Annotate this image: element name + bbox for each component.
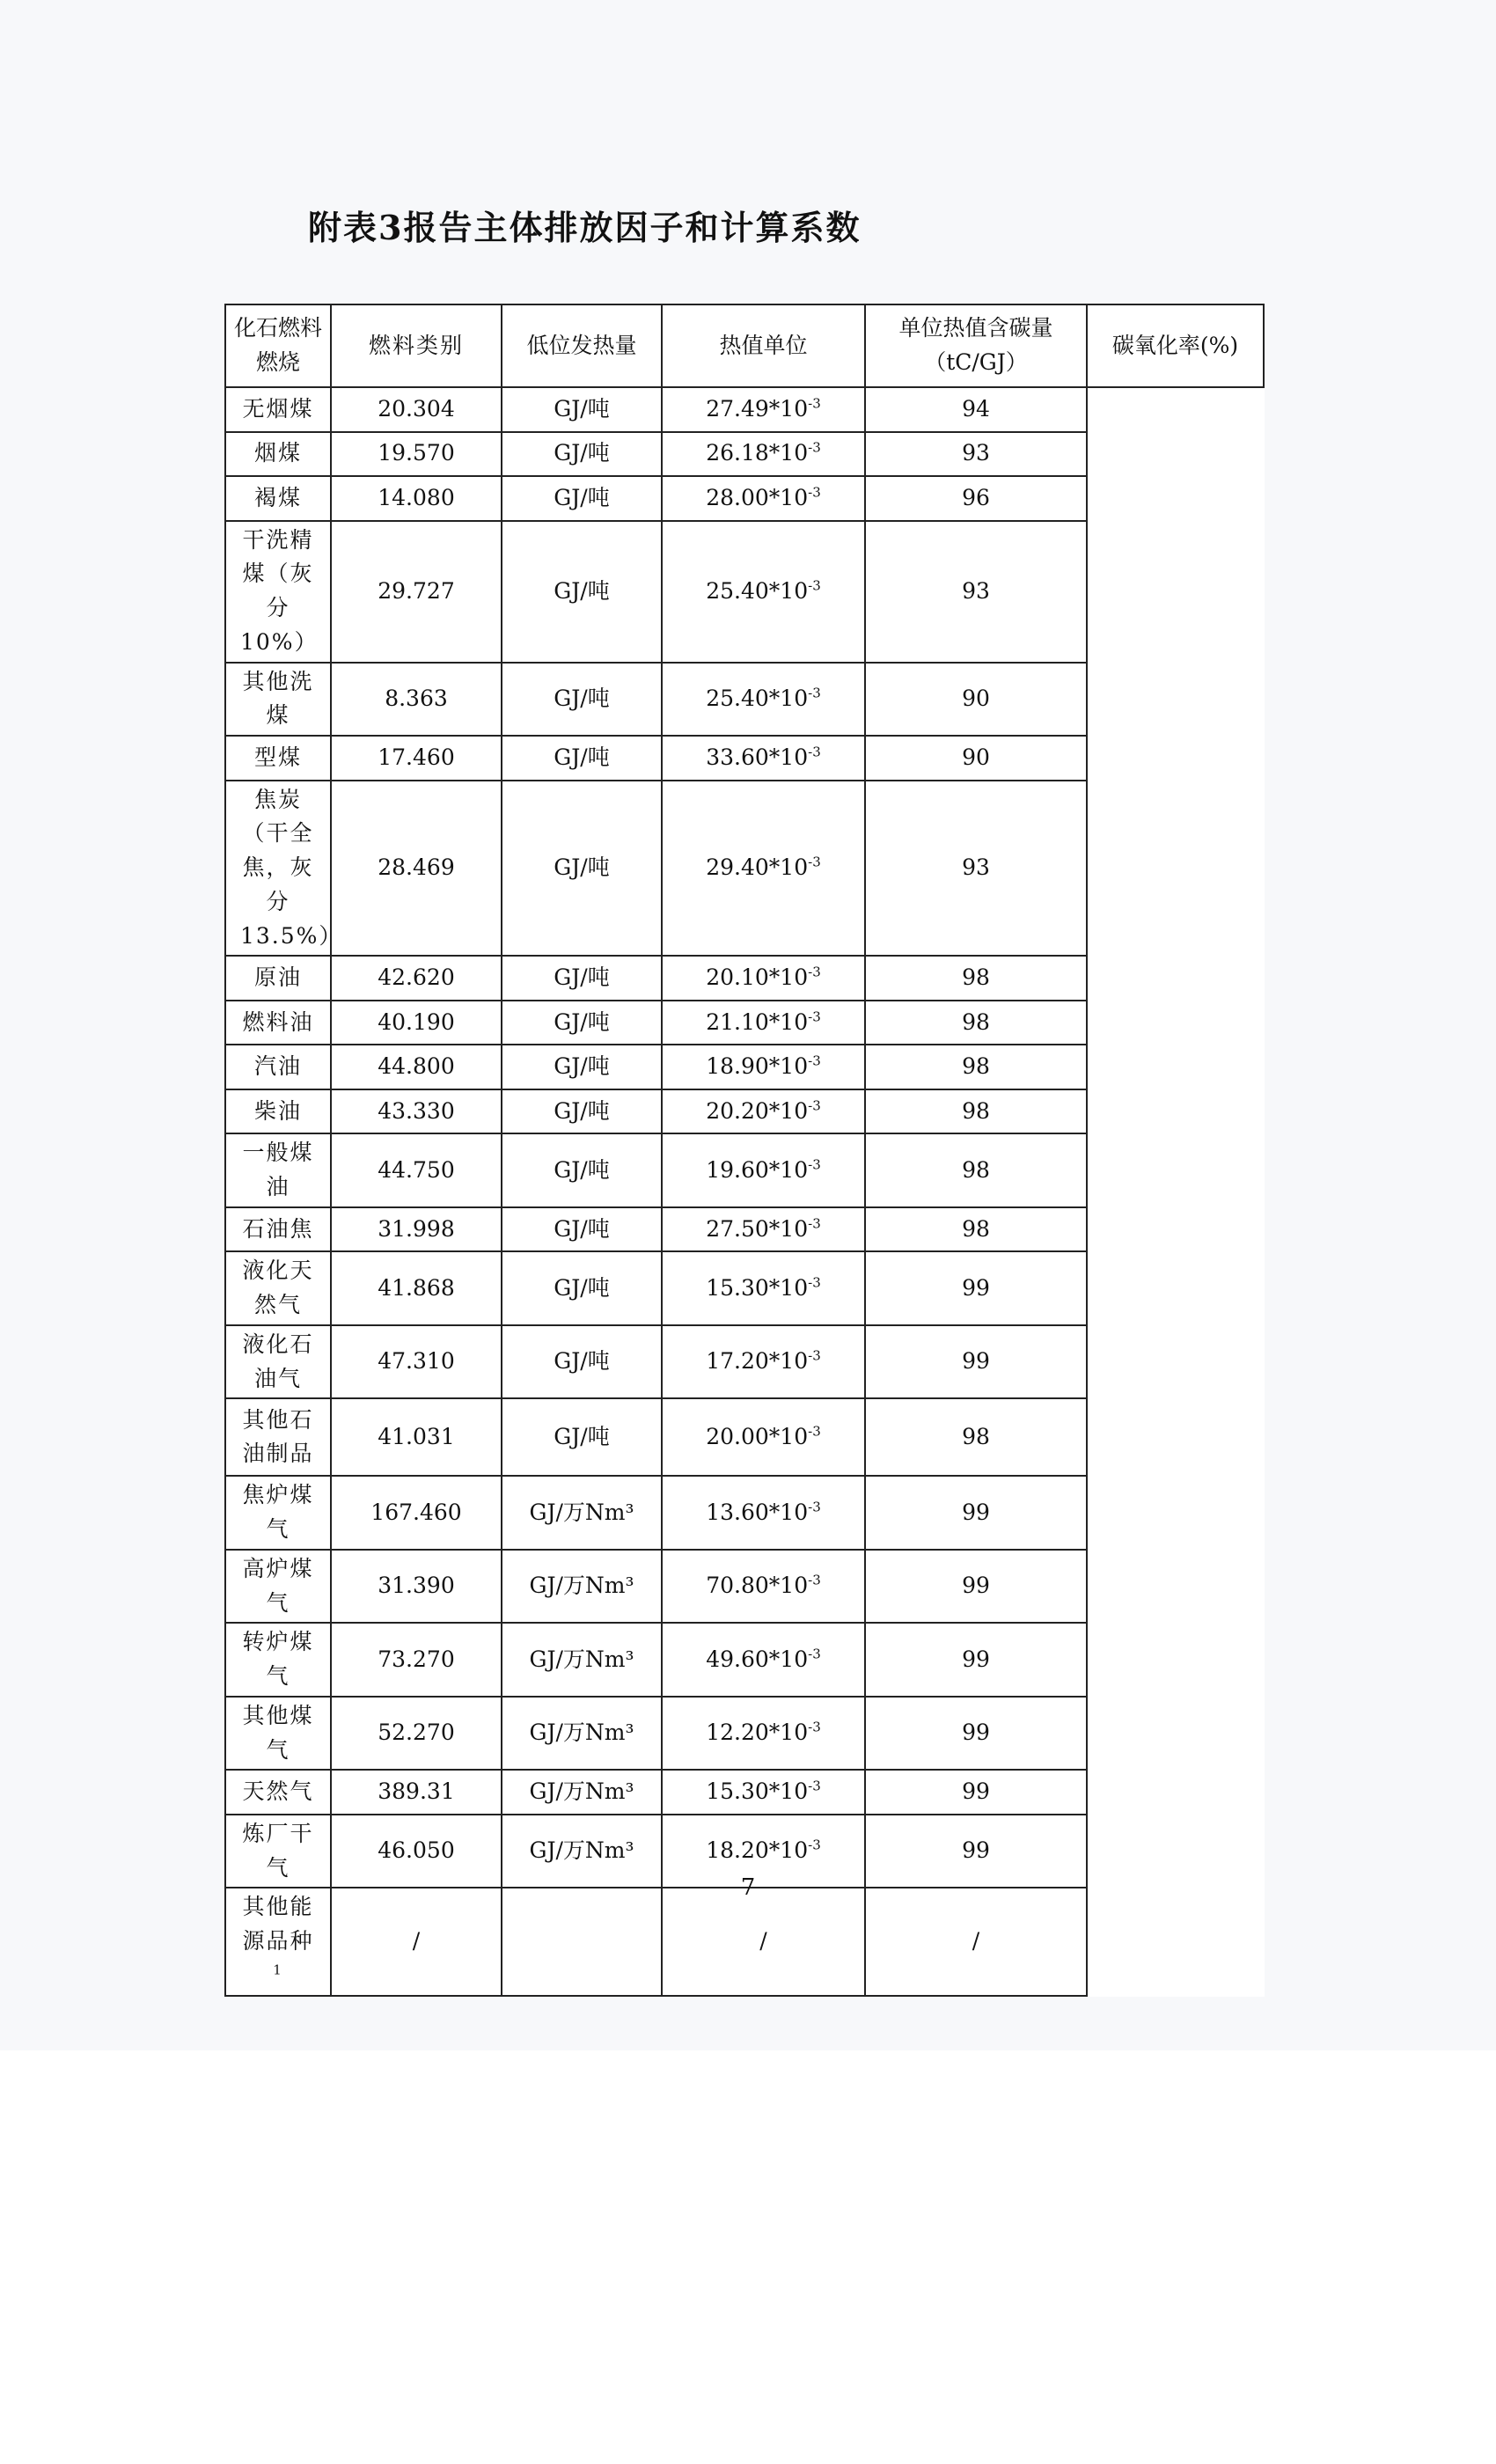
carbon-content-value: 17.20*10 [706, 1348, 809, 1375]
exponent: -3 [808, 1423, 821, 1440]
fuel-name: 液化石油气 [225, 1325, 331, 1399]
ncv-value: 20.304 [331, 387, 502, 432]
oxidation-rate: 98 [865, 1045, 1087, 1089]
table-row [225, 1001, 1264, 1045]
carbon-content-value: 20.00*10 [706, 1423, 809, 1449]
exponent: -3 [808, 1837, 821, 1853]
unit-value: GJ/吨 [502, 663, 662, 737]
carbon-content-value: 70.80*10 [706, 1573, 809, 1599]
fuel-name: 褐煤 [225, 476, 331, 521]
carbon-content-cell [662, 663, 865, 737]
ncv-value: 41.868 [331, 1251, 502, 1325]
ncv-value: 44.800 [331, 1045, 502, 1089]
fuel-name: 液化天然气 [225, 1251, 331, 1325]
oxidation-rate: 99 [865, 1697, 1087, 1771]
ncv-value: 28.469 [331, 781, 502, 957]
fuel-name: 干洗精煤（灰分10%） [225, 521, 331, 663]
ncv-value: 17.460 [331, 736, 502, 781]
unit-value: GJ/吨 [502, 736, 662, 781]
ncv-value: 389.31 [331, 1770, 502, 1815]
ncv-value: 43.330 [331, 1089, 502, 1134]
carbon-content-cell [662, 1133, 865, 1207]
unit-value: GJ/吨 [502, 432, 662, 477]
oxidation-rate: 98 [865, 1398, 1087, 1476]
carbon-content-value: 25.40*10 [706, 577, 809, 604]
carbon-content-cell [662, 1045, 865, 1089]
carbon-content-value: 27.50*10 [706, 1215, 809, 1242]
oxidation-rate: 98 [865, 1207, 1087, 1252]
carbon-content-value: 18.90*10 [706, 1053, 809, 1080]
carbon-content-value: 15.30*10 [706, 1274, 809, 1301]
fuel-name: 型煤 [225, 736, 331, 781]
exponent: -3 [808, 1719, 821, 1735]
carbon-content-value: 27.49*10 [706, 395, 809, 422]
carbon-content-value: 15.30*10 [706, 1778, 809, 1805]
carbon-content-cell [662, 736, 865, 781]
fuel-name: 转炉煤气 [225, 1623, 331, 1697]
header-carbon-unit: （tC/GJ） [924, 349, 1028, 375]
table-row-other [225, 1888, 1264, 1995]
table-row [225, 956, 1264, 1001]
header-oxidation: 碳氧化率(%) [1087, 304, 1264, 387]
unit-value: GJ/万Nm³ [502, 1770, 662, 1815]
oxidation-rate: 99 [865, 1815, 1087, 1888]
table-row [225, 736, 1264, 781]
oxidation-rate: 99 [865, 1623, 1087, 1697]
ncv-value: 31.998 [331, 1207, 502, 1252]
fuel-name: 天然气 [225, 1770, 331, 1815]
table-row [225, 1770, 1264, 1815]
unit-value: GJ/吨 [502, 1001, 662, 1045]
carbon-content-cell [662, 956, 865, 1001]
unit-value: GJ/万Nm³ [502, 1550, 662, 1624]
emission-factor-table [224, 304, 1265, 1997]
fuel-name: 其他石油制品 [225, 1398, 331, 1476]
fuel-name: 汽油 [225, 1045, 331, 1089]
table-row [225, 1550, 1264, 1624]
table-row [225, 1207, 1264, 1252]
carbon-content-cell [662, 1089, 865, 1134]
fuel-name: 烟煤 [225, 432, 331, 477]
carbon-content-cell [662, 432, 865, 477]
ncv-value: 31.390 [331, 1550, 502, 1624]
exponent: -3 [808, 577, 821, 594]
exponent: -3 [808, 1646, 821, 1662]
unit-value: GJ/吨 [502, 521, 662, 663]
table-row [225, 781, 1264, 957]
ncv-value: 8.363 [331, 663, 502, 737]
unit-value: GJ/吨 [502, 956, 662, 1001]
unit-value: GJ/吨 [502, 1325, 662, 1399]
header-ncv: 低位发热量 [502, 304, 662, 387]
carbon-content-cell [662, 1697, 865, 1771]
oxidation-rate: 93 [865, 521, 1087, 663]
fuel-name: 其他能源品种 [242, 1894, 314, 1954]
exponent: -3 [808, 1008, 821, 1025]
ncv-value: 14.080 [331, 476, 502, 521]
carbon-content-cell [662, 781, 865, 957]
oxidation-rate: 98 [865, 1133, 1087, 1207]
carbon-content-cell [662, 1770, 865, 1815]
exponent: -3 [808, 1215, 821, 1232]
exponent: -3 [808, 1097, 821, 1114]
carbon-content-cell [662, 476, 865, 521]
fuel-name: 燃料油 [225, 1001, 331, 1045]
table-row [225, 663, 1264, 737]
ncv-value: 40.190 [331, 1001, 502, 1045]
carbon-content-value: 21.10*10 [706, 1008, 809, 1035]
exponent: -3 [808, 1499, 821, 1515]
fuel-name: 一般煤油 [225, 1133, 331, 1207]
table-row [225, 521, 1264, 663]
oxidation-rate: 99 [865, 1251, 1087, 1325]
unit-value [502, 1888, 662, 1995]
unit-value: GJ/吨 [502, 1398, 662, 1476]
unit-value: GJ/吨 [502, 781, 662, 957]
table-title: 附表3报告主体排放因子和计算系数 [308, 208, 862, 247]
carbon-content-cell [662, 521, 865, 663]
table-row [225, 1045, 1264, 1089]
fuel-name-cell [225, 1888, 331, 1995]
unit-value: GJ/吨 [502, 1133, 662, 1207]
unit-value: GJ/吨 [502, 1089, 662, 1134]
page-number: 7 [740, 1874, 756, 1901]
oxidation-rate: 98 [865, 1089, 1087, 1134]
table-row [225, 1476, 1264, 1550]
oxidation-rate: 99 [865, 1325, 1087, 1399]
fuel-name: 柴油 [225, 1089, 331, 1134]
footnote-marker: 1 [273, 1962, 283, 1978]
ncv-value: 52.270 [331, 1697, 502, 1771]
unit-value: GJ/万Nm³ [502, 1476, 662, 1550]
table-row [225, 1251, 1264, 1325]
table-row [225, 432, 1264, 477]
exponent: -3 [808, 1156, 821, 1173]
exponent: -3 [808, 1778, 821, 1794]
carbon-content-cell [662, 1398, 865, 1476]
unit-value: GJ/吨 [502, 1045, 662, 1089]
exponent: -3 [808, 854, 821, 870]
carbon-content-cell [662, 1476, 865, 1550]
table-row [225, 1133, 1264, 1207]
table-row [225, 1398, 1264, 1476]
ncv-value: 44.750 [331, 1133, 502, 1207]
oxidation-rate: / [865, 1888, 1087, 1995]
fuel-name: 无烟煤 [225, 387, 331, 432]
carbon-content-cell [662, 1001, 865, 1045]
table-row [225, 476, 1264, 521]
carbon-content-value: 25.40*10 [706, 685, 809, 711]
exponent: -3 [808, 484, 821, 501]
header-unit: 热值单位 [662, 304, 865, 387]
ncv-value: 73.270 [331, 1623, 502, 1697]
fuel-name: 石油焦 [225, 1207, 331, 1252]
oxidation-rate: 90 [865, 736, 1087, 781]
category-cell [225, 304, 331, 387]
oxidation-rate: 96 [865, 476, 1087, 521]
fuel-name: 其他煤气 [225, 1697, 331, 1771]
carbon-content-cell [662, 387, 865, 432]
carbon-content-cell [662, 1207, 865, 1252]
fuel-name: 焦炉煤气 [225, 1476, 331, 1550]
fuel-name: 原油 [225, 956, 331, 1001]
exponent: -3 [808, 395, 821, 412]
ncv-value: 167.460 [331, 1476, 502, 1550]
fuel-name: 焦炭（干全焦，灰分13.5%） [225, 781, 331, 957]
carbon-content-cell [662, 1325, 865, 1399]
exponent: -3 [808, 1347, 821, 1364]
header-carbon [865, 304, 1087, 387]
table-row [225, 1623, 1264, 1697]
carbon-content-value: 28.00*10 [706, 484, 809, 510]
carbon-content-value: 13.60*10 [706, 1499, 809, 1525]
carbon-content-value: 26.18*10 [706, 440, 809, 466]
oxidation-rate: 98 [865, 1001, 1087, 1045]
category-label: 化石燃料燃烧 [233, 315, 322, 375]
carbon-content-value: 19.60*10 [706, 1156, 809, 1183]
carbon-content-value: 20.20*10 [706, 1097, 809, 1124]
exponent: -3 [808, 440, 821, 457]
carbon-content-value: 33.60*10 [706, 744, 809, 770]
oxidation-rate: 94 [865, 387, 1087, 432]
ncv-value: / [331, 1888, 502, 1995]
exponent: -3 [808, 964, 821, 980]
carbon-content-value: / [662, 1888, 865, 1995]
ncv-value: 19.570 [331, 432, 502, 477]
exponent: -3 [808, 685, 821, 701]
fuel-name: 高炉煤气 [225, 1550, 331, 1624]
carbon-content-value: 49.60*10 [706, 1646, 809, 1672]
table-row [225, 1325, 1264, 1399]
unit-value: GJ/万Nm³ [502, 1623, 662, 1697]
oxidation-rate: 99 [865, 1770, 1087, 1815]
ncv-value: 41.031 [331, 1398, 502, 1476]
fuel-name: 其他洗煤 [225, 663, 331, 737]
carbon-content-cell [662, 1251, 865, 1325]
oxidation-rate: 93 [865, 781, 1087, 957]
table-row [225, 387, 1264, 432]
oxidation-rate: 90 [865, 663, 1087, 737]
fuel-name: 炼厂干气 [225, 1815, 331, 1888]
exponent: -3 [808, 1572, 821, 1588]
unit-value: GJ/吨 [502, 1207, 662, 1252]
table-row [225, 1089, 1264, 1134]
unit-value: GJ/吨 [502, 476, 662, 521]
ncv-value: 47.310 [331, 1325, 502, 1399]
exponent: -3 [808, 1274, 821, 1291]
header-row [225, 304, 1264, 387]
oxidation-rate: 99 [865, 1476, 1087, 1550]
carbon-content-value: 29.40*10 [706, 854, 809, 880]
header-fuel: 燃料类别 [331, 304, 502, 387]
table-row [225, 1697, 1264, 1771]
unit-value: GJ/万Nm³ [502, 1697, 662, 1771]
unit-value: GJ/吨 [502, 1251, 662, 1325]
carbon-content-cell [662, 1623, 865, 1697]
oxidation-rate: 99 [865, 1550, 1087, 1624]
carbon-content-value: 18.20*10 [706, 1837, 809, 1864]
carbon-content-value: 12.20*10 [706, 1720, 809, 1746]
header-carbon-label: 单位热值含碳量 [898, 315, 1053, 341]
unit-value: GJ/吨 [502, 387, 662, 432]
carbon-content-value: 20.10*10 [706, 964, 809, 991]
oxidation-rate: 93 [865, 432, 1087, 477]
ncv-value: 42.620 [331, 956, 502, 1001]
ncv-value: 46.050 [331, 1815, 502, 1888]
carbon-content-cell [662, 1550, 865, 1624]
oxidation-rate: 98 [865, 956, 1087, 1001]
ncv-value: 29.727 [331, 521, 502, 663]
exponent: -3 [808, 1052, 821, 1069]
unit-value: GJ/万Nm³ [502, 1815, 662, 1888]
exponent: -3 [808, 744, 821, 760]
